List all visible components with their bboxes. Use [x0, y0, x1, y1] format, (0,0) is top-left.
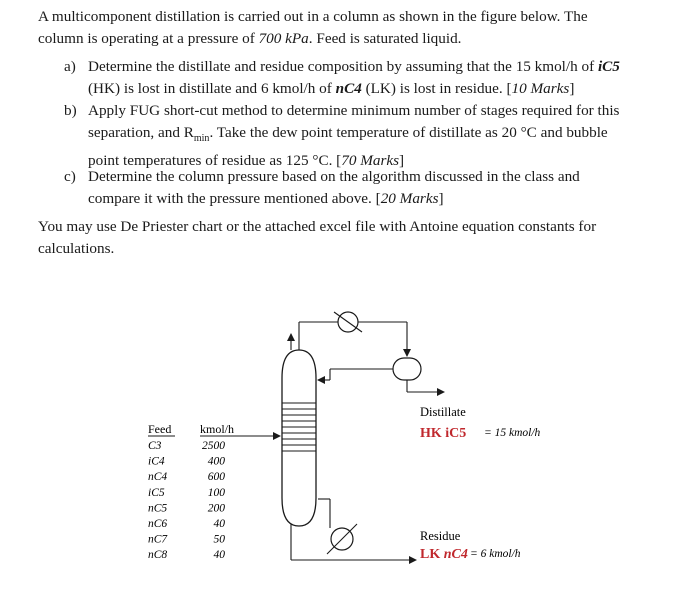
distillate-label: Distillate [420, 405, 466, 419]
pressure-value: 700 kPa [258, 30, 309, 47]
feed-table [148, 422, 237, 561]
feed-flow: 2500 [202, 440, 225, 452]
feed-flow: 600 [207, 471, 225, 484]
question-label-b: b) [64, 102, 77, 119]
question-label-c: c) [64, 168, 76, 185]
feed-component: nC5 [148, 502, 168, 515]
residue-loss: = 6 kmol/h [470, 548, 521, 560]
question-text-c: Determine the column pressure based on the algorithm discussed in the class and compare it with the pressure mentioned above. [20 Marks] [88, 168, 580, 207]
distillate-key: HK iC5 [420, 426, 467, 441]
feed-component: iC5 [148, 486, 165, 499]
feed-flow: 50 [213, 533, 225, 546]
reflux-drum [393, 358, 421, 380]
intro-line-1: A multicomponent distillation is carried out in a column as shown in the figure below. The [38, 8, 588, 25]
note-line-1: You may use De Priester chart or the attached excel file with Antoine equation constants for [38, 218, 597, 235]
feed-flow: 40 [213, 518, 225, 530]
note-line-2: calculations. [38, 240, 115, 257]
feed-flow: 200 [207, 502, 225, 515]
feed-flow: 40 [213, 549, 225, 562]
residue-labels [420, 529, 521, 562]
feed-component: iC4 [148, 455, 165, 468]
residue-label: Residue [420, 529, 461, 543]
distillate-loss: = 15 kmol/h [484, 427, 541, 439]
intro-line-2: column is operating at a pressure of 700 kPa. Feed is saturated liquid. [38, 30, 462, 47]
distillate-labels [420, 405, 541, 441]
feed-component: C3 [148, 440, 162, 452]
flow-header: kmol/h [200, 422, 235, 436]
question-text-b: Apply FUG short-cut method to determine minimum number of stages required for this separation, and $R_{min}$. Take the dew point temperature of distillate as 20 °C and bubble point temperatures of residue as 125 °C. [70 Marks] [88, 102, 620, 170]
feed-rows [148, 440, 225, 561]
residue-key: LK nC4 [420, 547, 468, 562]
feed-component: nC4 [148, 471, 168, 484]
feed-component: nC7 [148, 533, 168, 546]
distillation-column [282, 350, 316, 526]
question-label-a: a) [64, 58, 76, 75]
feed-flow: 400 [207, 455, 225, 468]
feed-header: Feed [148, 422, 172, 436]
feed-flow: 100 [207, 486, 225, 499]
feed-component: nC8 [148, 549, 168, 562]
feed-component: nC6 [148, 518, 168, 530]
question-text-a: Determine the distillate and residue composition by assuming that the 15 kmol/h of iC5 (HK) is lost in distillate and 6 kmol/h of nC4 (LK) is lost in residue. [10 Marks] [88, 58, 620, 97]
